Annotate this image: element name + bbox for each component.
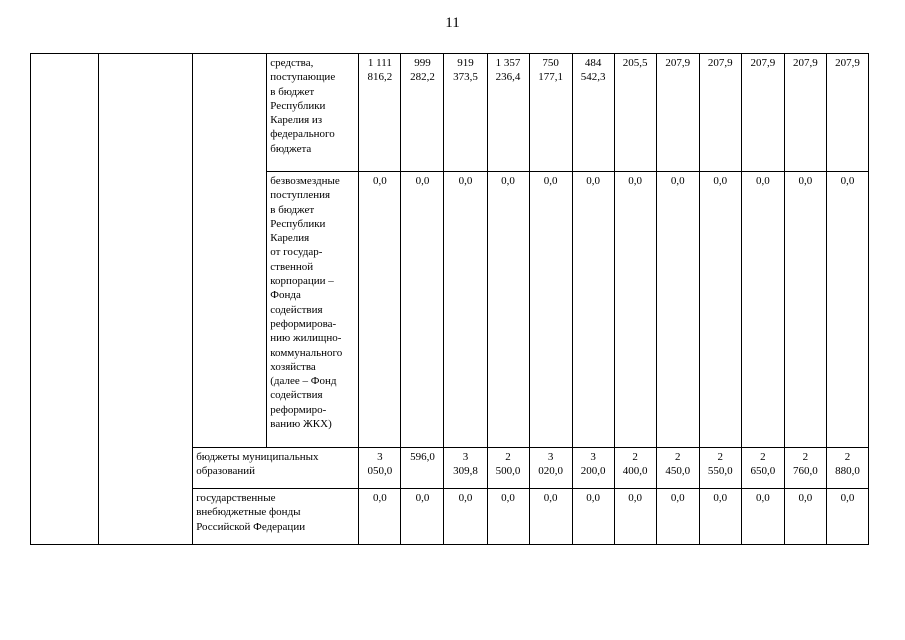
value-cell [359,54,401,172]
cell-line: 207,9 [750,57,776,69]
value-cell [572,54,614,172]
row-label [193,489,359,545]
cell-line: Карелия [270,232,310,245]
cell-line: 0,0 [373,175,387,187]
blank-col-2 [99,54,193,545]
cell-line: 760,0 [792,465,818,478]
value-cell [529,489,572,545]
cell-line: 0,0 [713,492,728,504]
cell-line: 200,0 [580,465,606,478]
cell-line: 2 [674,451,681,463]
value-cell [529,54,572,172]
value-cell [487,448,529,489]
cell-line: 550,0 [707,465,733,478]
cell-line: 0,0 [755,492,770,504]
cell-line: поступающие [270,71,336,84]
row-label [267,54,359,172]
cell-line: 2 [505,451,511,463]
value-cell [401,489,444,545]
value-cell [784,54,826,172]
value-cell [529,448,572,489]
cell-line: бюджеты муниципальных [196,451,319,463]
value-cell [699,448,741,489]
cell-line: 282,2 [410,71,435,84]
cell-line: 207,9 [835,57,860,69]
cell-line: 816,2 [367,71,393,84]
cell-line: 0,0 [628,175,643,187]
cell-line: 542,3 [580,71,606,84]
cell-line: 0,0 [543,492,558,504]
value-cell [741,448,784,489]
cell-line: в бюджет [270,85,315,98]
cell-line: государственные [196,492,276,504]
cell-line: 0,0 [501,175,515,187]
cell-line: 0,0 [415,492,430,504]
cell-line: (далее – Фонд [270,375,337,388]
cell-line: коммунального [270,346,343,359]
cell-line: 450,0 [665,465,691,478]
value-cell [572,489,614,545]
cell-line: 0,0 [586,492,600,504]
cell-line: 500,0 [495,465,521,478]
cell-line: 1 111 [367,57,392,69]
cell-line: 0,0 [670,175,685,187]
cell-line: 0,0 [458,175,473,187]
value-cell [656,448,699,489]
cell-line: Республики [270,99,326,112]
cell-line: 3 [462,451,469,463]
cell-line: средства, [270,57,314,69]
cell-line: 400,0 [622,465,648,478]
value-cell [401,172,444,448]
cell-line: 0,0 [501,492,515,504]
value-cell [572,172,614,448]
row-label [267,172,359,448]
value-cell [529,172,572,448]
cell-line: 880,0 [835,465,860,478]
value-cell [444,448,487,489]
cell-line: 236,4 [495,71,521,84]
value-cell [487,54,529,172]
cell-line: 0,0 [755,175,770,187]
value-cell [826,54,868,172]
cell-line: 373,5 [453,71,478,84]
cell-line: 205,5 [622,57,648,69]
cell-line: безвозмездные [270,175,340,187]
cell-line: внебюджетные фонды [196,506,301,519]
cell-line: ванию ЖКХ) [270,418,332,431]
cell-line: 2 [760,451,766,463]
cell-line: 0,0 [458,492,473,504]
cell-line: 0,0 [840,175,855,187]
cell-line: 207,9 [792,57,818,69]
value-cell [656,489,699,545]
value-cell [359,172,401,448]
cell-line: 3 [590,451,596,463]
value-cell [444,489,487,545]
cell-line: ственной [270,260,314,273]
cell-line: 0,0 [543,175,558,187]
cell-line: 750 [542,57,559,69]
cell-line: бюджета [270,142,312,155]
cell-line: 2 [632,451,638,463]
cell-line: 0,0 [840,492,855,504]
cell-line: 207,9 [707,57,733,69]
value-cell [572,448,614,489]
cell-line: федерального [270,128,335,141]
cell-line: содействия [270,389,323,402]
cell-line: 999 [414,57,431,69]
cell-line: Республики [270,217,326,230]
value-cell [656,172,699,448]
cell-line: 484 [584,57,602,69]
cell-line: 596,0 [410,451,435,463]
cell-line: 2 [717,451,724,463]
cell-line: 309,8 [453,465,478,478]
value-cell [444,172,487,448]
value-cell [826,448,868,489]
value-cell [614,489,656,545]
cell-line: 177,1 [538,71,563,84]
value-cell [741,489,784,545]
blank-col-1 [31,54,99,545]
cell-line: 0,0 [798,175,813,187]
cell-line: содействия [270,303,323,316]
cell-line: 919 [457,57,474,69]
cell-line: 0,0 [415,175,430,187]
cell-line: 0,0 [628,492,643,504]
cell-line: 0,0 [586,175,600,187]
cell-line: образований [196,465,256,478]
cell-line: 020,0 [538,465,563,478]
cell-line: от государ- [270,246,323,259]
value-cell [487,489,529,545]
cell-line: Карелия из [270,114,323,127]
value-cell [784,489,826,545]
value-cell [741,54,784,172]
value-cell [699,489,741,545]
cell-line: нию жилищно- [270,332,342,345]
value-cell [359,489,401,545]
value-cell [784,448,826,489]
cell-line: 2 [802,451,809,463]
cell-line: в бюджет [270,203,315,216]
cell-line: Фонда [270,289,301,302]
cell-line: Российской Федерации [196,520,306,533]
value-cell [401,54,444,172]
cell-line: реформиро- [270,403,327,416]
cell-line: 050,0 [367,465,393,478]
value-cell [614,172,656,448]
value-cell [614,448,656,489]
cell-line: 3 [377,451,383,463]
value-cell [614,54,656,172]
cell-line: 0,0 [373,492,387,504]
value-cell [656,54,699,172]
page-number: 11 [445,15,460,31]
value-cell [699,54,741,172]
table-row [31,54,869,172]
value-cell [359,448,401,489]
cell-line: 3 [547,451,554,463]
blank-col-3 [193,54,267,448]
cell-line: реформирова- [270,317,337,330]
value-cell [444,54,487,172]
value-cell [826,172,868,448]
value-cell [826,489,868,545]
value-cell [741,172,784,448]
cell-line: 650,0 [750,465,776,478]
row-label [193,448,359,489]
cell-line: 0,0 [713,175,728,187]
cell-line: 2 [844,451,851,463]
cell-line: 207,9 [665,57,691,69]
cell-line: поступления [270,189,331,202]
value-cell [784,172,826,448]
cell-line: корпорации – [270,275,334,288]
cell-line: 1 357 [495,57,521,69]
value-cell [699,172,741,448]
cell-line: 0,0 [670,492,685,504]
cell-line: 0,0 [798,492,813,504]
budget-table [30,53,869,545]
value-cell [401,448,444,489]
cell-line: хозяйства [270,360,316,373]
value-cell [487,172,529,448]
